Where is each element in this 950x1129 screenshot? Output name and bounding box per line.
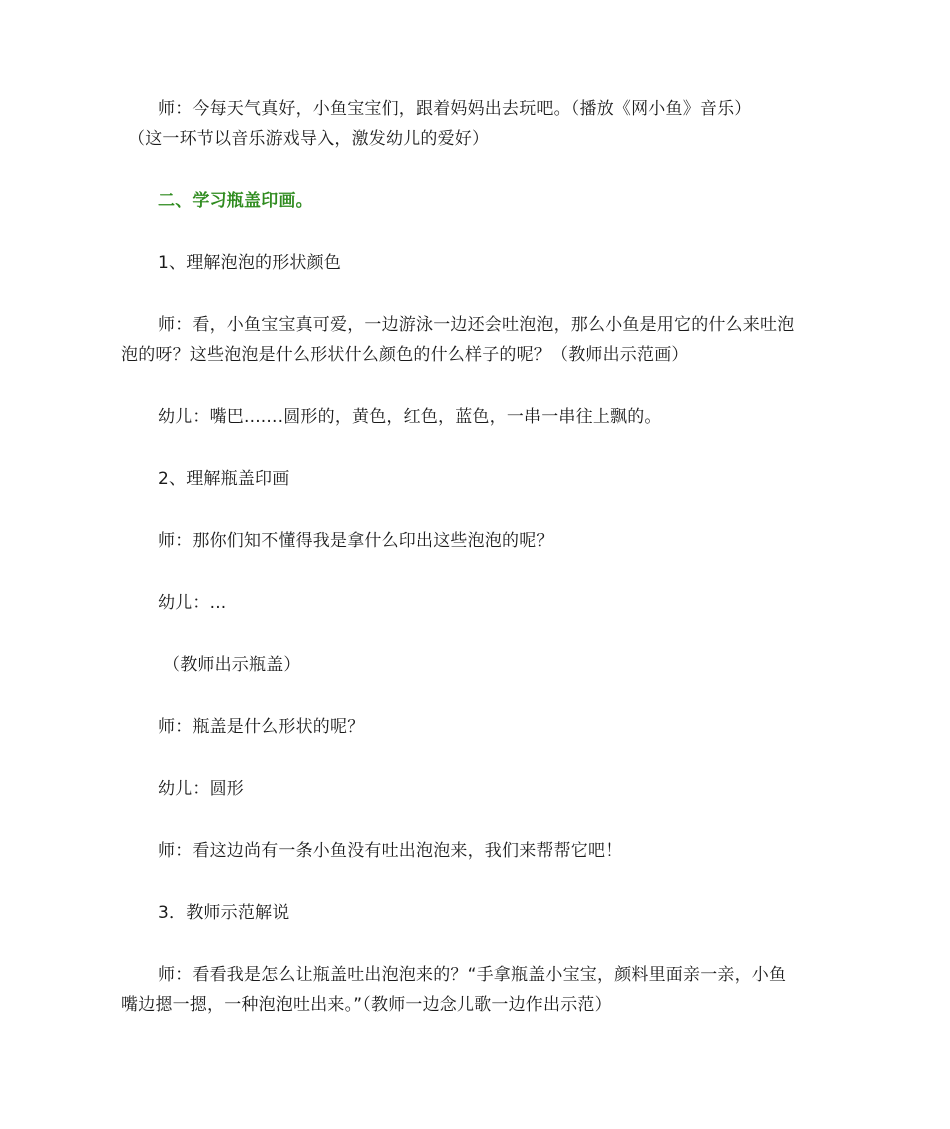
- text-line: 师：瓶盖是什么形状的呢？: [158, 717, 365, 737]
- text-line: （教师出示瓶盖）: [163, 655, 301, 675]
- text-line: 嘴边摁一摁，一种泡泡吐出来。”（教师一边念儿歌一边作出示范）: [121, 995, 612, 1015]
- text-line: 师：看这边尚有一条小鱼没有吐出泡泡来，我们来帮帮它吧！: [158, 841, 623, 861]
- text-line: 师：看，小鱼宝宝真可爱，一边游泳一边还会吐泡泡，那么小鱼是用它的什么来吐泡: [158, 315, 795, 335]
- subsection-title: 1、理解泡泡的形状颜色: [158, 253, 342, 273]
- subsection-title: 3．教师示范解说: [158, 903, 290, 923]
- text-line: 泡的呀？这些泡泡是什么形状什么颜色的什么样子的呢？（教师出示范画）: [121, 345, 689, 365]
- text-line: （这一环节以音乐游戏导入，激发幼儿的爱好）: [128, 129, 490, 149]
- text-line: 师：今每天气真好，小鱼宝宝们，跟着妈妈出去玩吧。（播放《网小鱼》音乐）: [158, 99, 752, 119]
- text-line: 师：那你们知不懂得我是拿什么印出这些泡泡的呢？: [158, 531, 554, 551]
- text-line: 幼儿：圆形: [158, 779, 244, 799]
- subsection-title: 2、理解瓶盖印画: [158, 469, 290, 489]
- section-heading: 二、学习瓶盖印画。: [158, 191, 313, 211]
- text-line: 师：看看我是怎么让瓶盖吐出泡泡来的？“手拿瓶盖小宝宝，颜料里面亲一亲，小鱼: [158, 965, 787, 985]
- text-line: 幼儿：嘴巴.......圆形的，黄色，红色，蓝色，一串一串往上飘的。: [158, 407, 662, 427]
- text-line: 幼儿：...: [158, 593, 227, 613]
